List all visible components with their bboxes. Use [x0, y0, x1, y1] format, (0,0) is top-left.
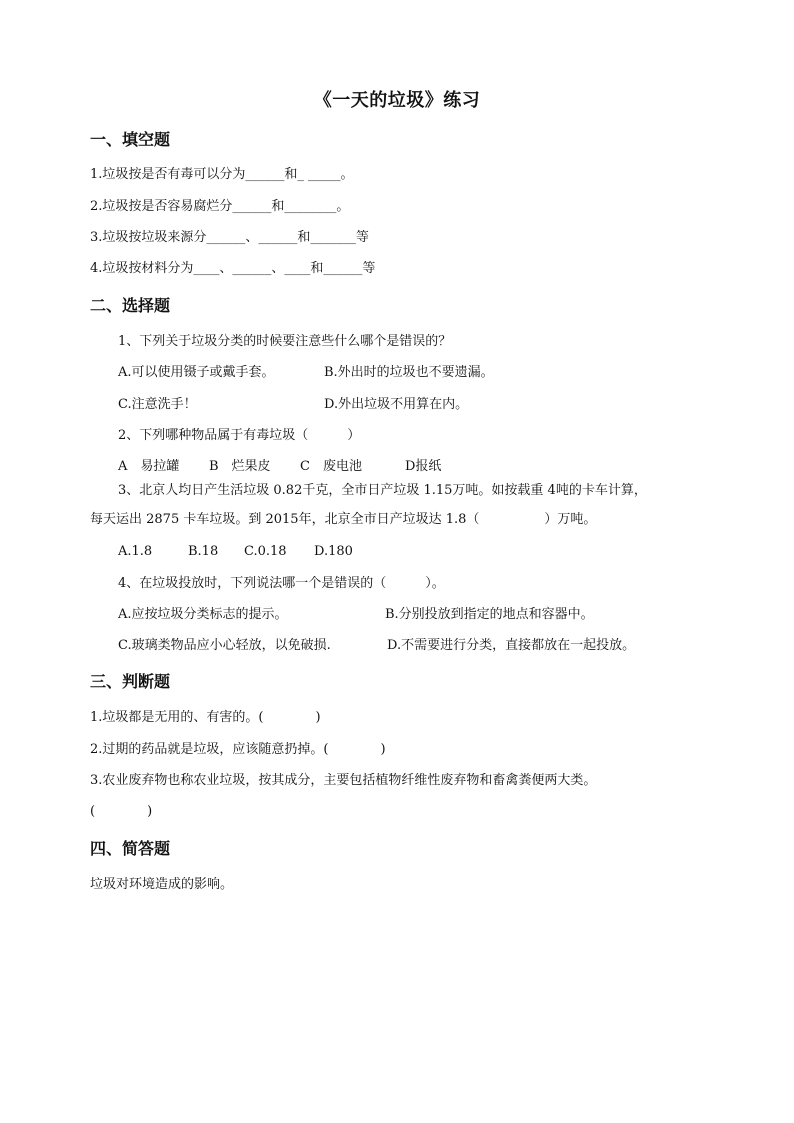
- true-false-answer: ( ): [90, 804, 153, 819]
- choice-option: A.可以使用镊子或戴手套。: [118, 365, 275, 380]
- true-false-item: 3.农业废弃物也称农业垃圾，按其成分，主要包括植物纤维性废弃物和畜禽粪便两大类。: [90, 773, 597, 788]
- fill-blank-item: 1.垃圾按是否有毒可以分为______和_ _____。: [90, 167, 354, 182]
- fill-blank-item: 3.垃圾按垃圾来源分______、______和_______等: [90, 230, 369, 245]
- choice-option: A 易拉罐: [118, 459, 180, 474]
- question-stem: 每天运出 2875 卡车垃圾。到 2015年，北京全市日产垃圾达 1.8（ ）万吨。: [90, 512, 597, 527]
- question-stem: 1、下列关于垃圾分类的时候要注意些什么哪个是错误的？: [118, 334, 452, 349]
- choice-option: B 烂果皮: [209, 459, 271, 474]
- true-false-item: 1.垃圾都是无用的、有害的。( ): [90, 710, 321, 725]
- choice-option: B.外出时的垃圾也不要遗漏。: [324, 365, 494, 380]
- choice-option: A.1.8: [118, 544, 153, 559]
- question-stem: 4、在垃圾投放时，下列说法哪一个是错误的（ ）。: [118, 576, 445, 591]
- choice-option: D.不需要进行分类，直接都放在一起投放。: [387, 638, 636, 653]
- page-title: 《一天的垃圾》练习: [313, 90, 481, 111]
- choice-option: A.应按垃圾分类标志的提示。: [118, 607, 288, 622]
- choice-option: C 废电池: [300, 459, 362, 474]
- choice-option: D报纸: [405, 459, 442, 474]
- choice-option: D.外出垃圾不用算在内。: [324, 397, 469, 412]
- section-heading-short-answer: 四、简答题: [90, 839, 171, 858]
- question-stem: 3、北京人均日产生活垃圾 0.82千克，全市日产垃圾 1.15万吨。如按载重 4吨的卡车计算，: [118, 483, 647, 498]
- fill-blank-item: 2.垃圾按是否容易腐烂分______和________。: [90, 199, 350, 214]
- short-answer-item: 垃圾对环境造成的影响。: [90, 877, 234, 892]
- choice-option: C.0.18: [244, 544, 287, 559]
- choice-option: B.18: [188, 544, 219, 559]
- true-false-item: 2.过期的药品就是垃圾，应该随意扔掉。( ): [90, 742, 386, 757]
- choice-option: D.180: [314, 544, 353, 559]
- choice-option: B.分别投放到指定的地点和容器中。: [385, 607, 594, 622]
- choice-option: C.注意洗手！: [118, 397, 197, 412]
- question-stem: 2、下列哪种物品属于有毒垃圾（ ）: [118, 428, 361, 443]
- section-heading-fill-blank: 一、填空题: [90, 130, 171, 149]
- choice-option: C.玻璃类物品应小心轻放，以免破损.: [118, 638, 331, 653]
- section-heading-multiple-choice: 二、选择题: [90, 296, 171, 315]
- section-heading-true-false: 三、判断题: [90, 672, 171, 691]
- fill-blank-item: 4.垃圾按材料分为____、______、____和______等: [90, 261, 376, 276]
